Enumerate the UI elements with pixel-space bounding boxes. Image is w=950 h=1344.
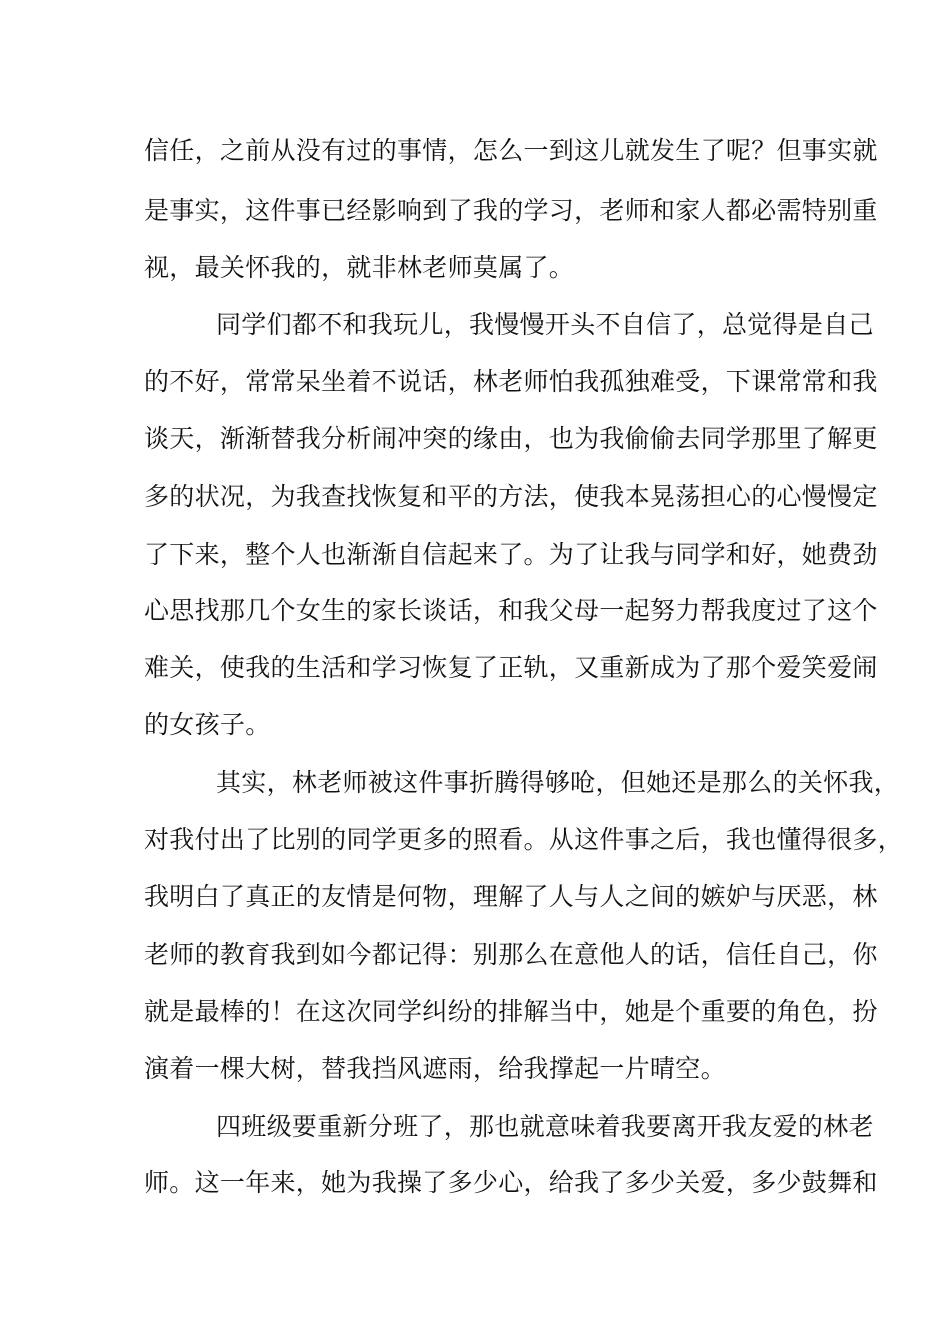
text-line: 的不好，常常呆坐着不说话，林老师怕我孤独难受，下课常常和我 [144, 367, 878, 396]
text-line: 的女孩子。 [144, 710, 271, 739]
text-line: 信任，之前从没有过的事情，怎么一到这儿就发生了呢？但事实就 [144, 136, 878, 165]
text-line: 就是最棒的！在这次同学纠纷的排解当中，她是个重要的角色，扮 [144, 997, 878, 1026]
text-line: 对我付出了比别的同学更多的照看。从这件事之后，我也懂得很多， [144, 825, 904, 854]
text-line: 谈天，渐渐替我分析闹冲突的缘由，也为我偷偷去同学那里了解更 [144, 424, 878, 453]
text-line: 心思找那几个女生的家长谈话，和我父母一起努力帮我度过了这个 [144, 596, 878, 625]
text-line: 师。这一年来，她为我操了多少心，给我了多少关爱，多少鼓舞和 [144, 1168, 878, 1197]
paragraph-start-line: 同学们都不和我玩儿，我慢慢开头不自信了，总觉得是自己 [216, 310, 874, 339]
text-line: 难关，使我的生活和学习恢复了正轨，又重新成为了那个爱笑爱闹 [144, 653, 878, 682]
text-line: 我明白了真正的友情是何物，理解了人与人之间的嫉妒与厌恶，林 [144, 882, 878, 911]
paragraph-start-line: 其实，林老师被这件事折腾得够呛，但她还是那么的关怀我， [216, 768, 900, 797]
text-line: 了下来，整个人也渐渐自信起来了。为了让我与同学和好，她费劲 [144, 540, 878, 569]
text-line: 是事实，这件事已经影响到了我的学习，老师和家人都必需特别重 [144, 196, 878, 225]
text-line: 多的状况，为我查找恢复和平的方法，使我本晃荡担心的心慢慢定 [144, 482, 878, 511]
text-line: 演着一棵大树，替我挡风遮雨，给我撑起一片晴空。 [144, 1054, 726, 1083]
text-line: 老师的教育我到如今都记得：别那么在意他人的话，信任自己，你 [144, 940, 878, 969]
paragraph-start-line: 四班级要重新分班了，那也就意味着我要离开我友爱的林老 [216, 1112, 874, 1141]
text-line: 视，最关怀我的，就非林老师莫属了。 [144, 253, 575, 282]
